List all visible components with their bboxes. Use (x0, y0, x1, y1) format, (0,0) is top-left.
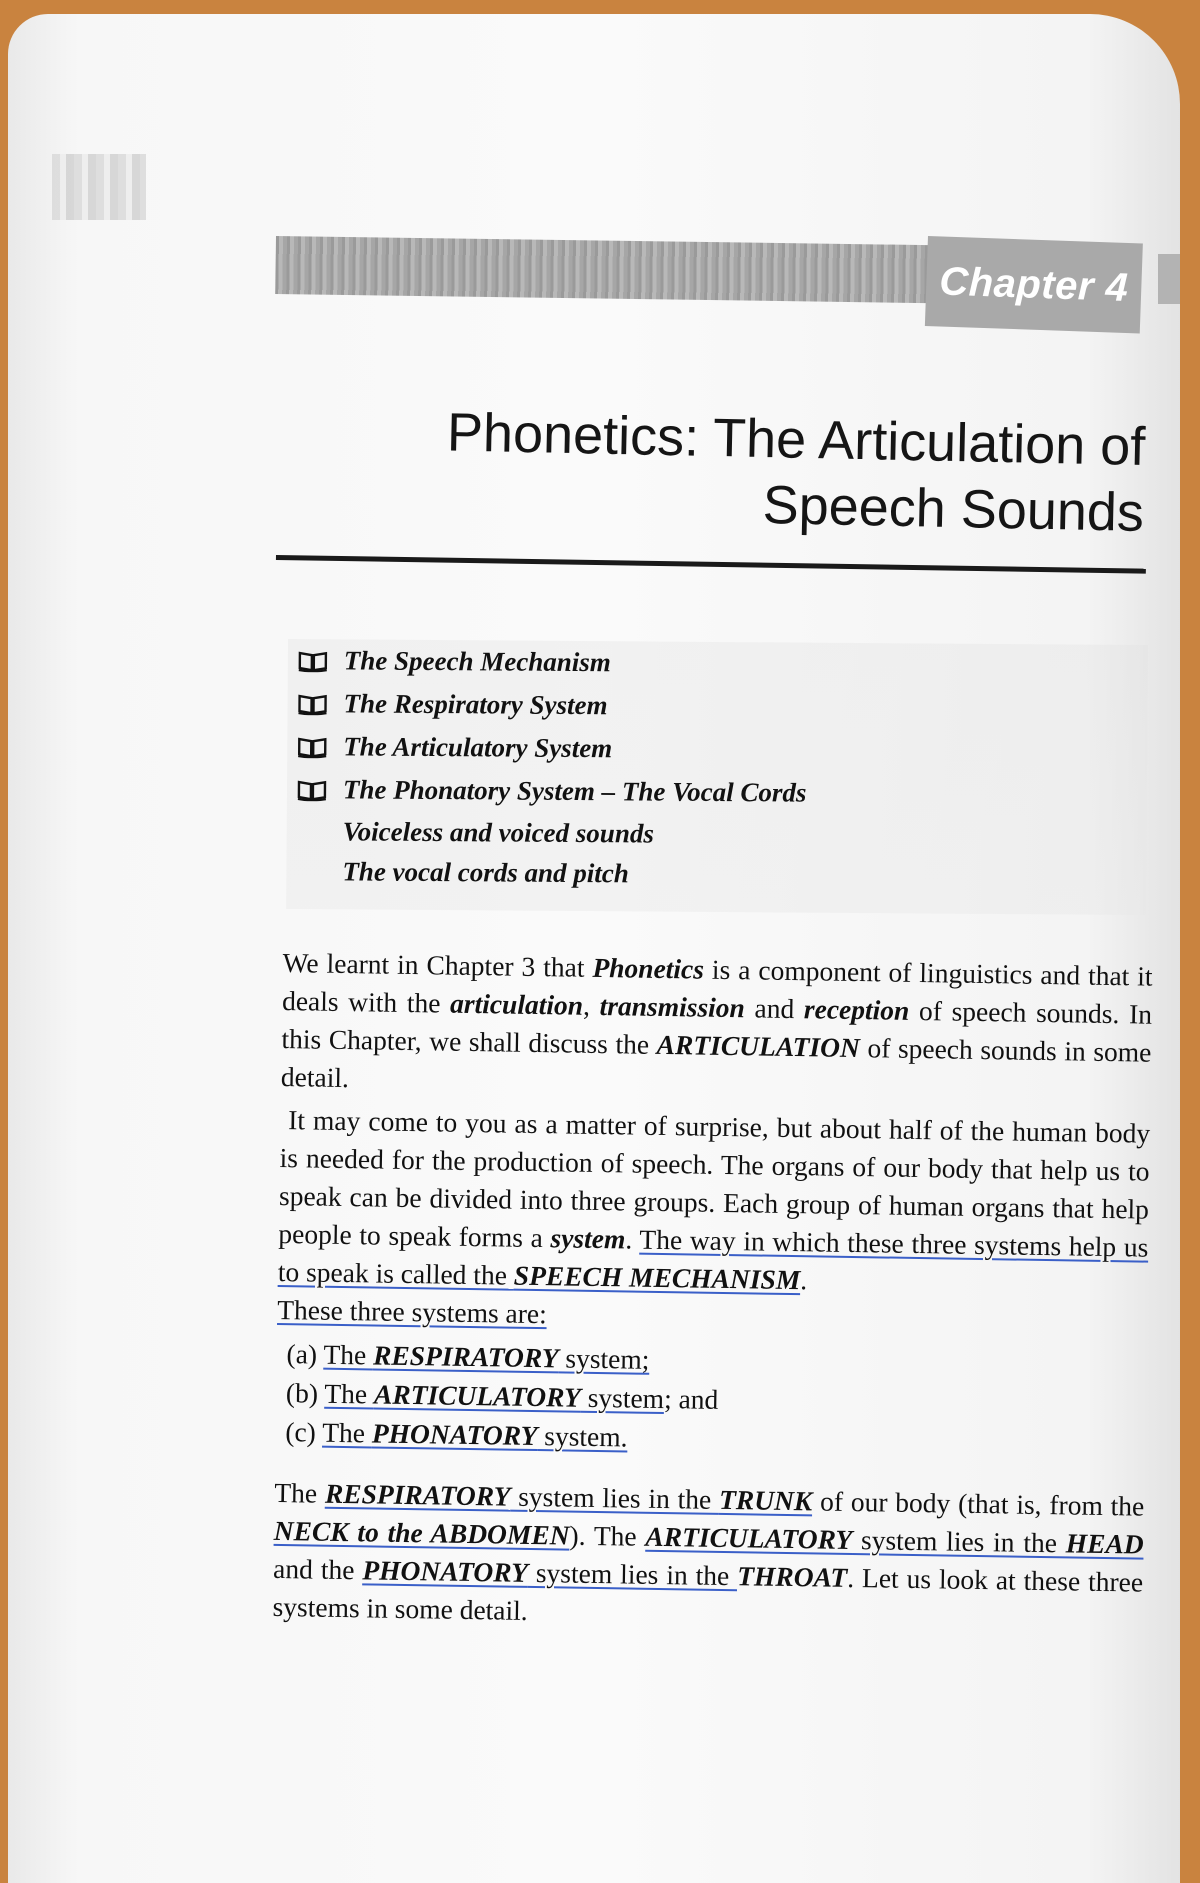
chapter-contents (286, 639, 1148, 915)
underlined-passage: These three systems are: (277, 1293, 548, 1330)
locations-paragraph: The RESPIRATORY system lies in the TRUNK of our body (that is, from the NECK to the ABDOMEN). The ARTICULATORY system lies in the HEAD and the PHONATORY system lies in the THROAT. Let us look at these three systems in some detail. (272, 1476, 1145, 1626)
intro-paragraph: We learnt in Chapter 3 that Phonetics is a component of linguistics and that it deals with the articulation, transmission and reception of speech sounds. In this Chapter, we shall discuss the ARTICULATION of speech sounds in some detail. (280, 946, 1153, 1094)
chapter-title (273, 396, 1146, 546)
contents-item-label: The Respiratory System (343, 688, 608, 721)
contents-subitem-label: Voiceless and voiced sounds (342, 815, 655, 849)
contents-item-label: The Phonatory System – The Vocal Cords (342, 774, 807, 808)
chapter-body (272, 944, 1153, 1645)
open-book-icon (297, 736, 327, 758)
systems-list (285, 1335, 1147, 1465)
contents-item (287, 682, 1147, 731)
contents-subitem (286, 851, 1146, 897)
contents-item (287, 725, 1147, 774)
list-item: (b) The ARTICULATORY system; and (285, 1377, 719, 1415)
page-edge-marks (52, 154, 146, 220)
chapter-title-line-1: Phonetics: The Articulation of (446, 402, 1146, 477)
systems-paragraph: It may come to you as a matter of surprise, but about half of the human body is needed for the production of speech. The organs of our body that help us to speak can be divided into three groups. Each group of human organs that help people to speak forms a system. The way in which these three systems help us to speak is called the SPEECH MECHANISM. These three systems are: (277, 1104, 1151, 1330)
contents-item-label: The Articulatory System (343, 731, 613, 764)
contents-subitem (287, 811, 1147, 857)
chapter-title-line-2: Speech Sounds (762, 474, 1145, 543)
contents-item (288, 639, 1148, 688)
book-page (8, 14, 1180, 1883)
underlined-passage: The way in which these three systems help us to speak is called the SPEECH MECHANISM (277, 1223, 1149, 1296)
open-book-icon (297, 779, 327, 801)
open-book-icon (298, 650, 328, 672)
chapter-header-band (275, 236, 936, 303)
open-book-icon (297, 693, 327, 715)
chapter-label-box (925, 236, 1143, 333)
contents-item (287, 768, 1147, 817)
title-divider (276, 555, 1146, 574)
contents-item-label: The Speech Mechanism (343, 645, 611, 678)
contents-subitem-label: The vocal cords and pitch (342, 855, 629, 888)
list-item: (a) The RESPIRATORY system; (286, 1338, 650, 1375)
chapter-label: Chapter 4 (938, 258, 1130, 310)
list-item: (c) The PHONATORY system. (285, 1416, 628, 1453)
page-spine-mark (1158, 254, 1180, 304)
